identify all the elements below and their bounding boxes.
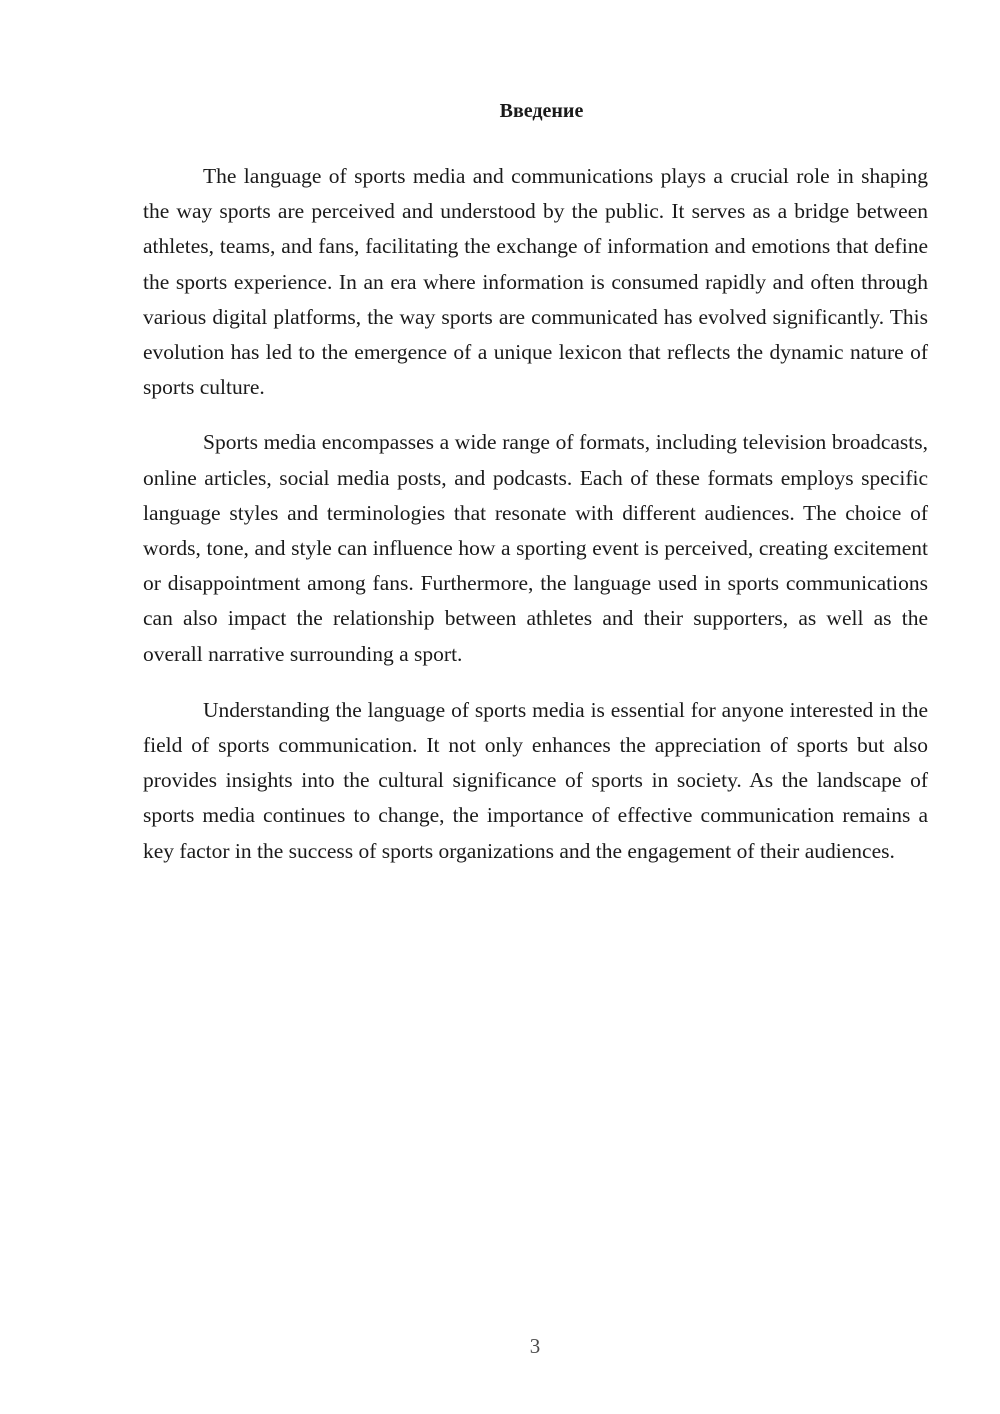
section-heading: Введение — [499, 100, 584, 122]
page-body — [143, 96, 928, 869]
page-number: 3 — [529, 1334, 541, 1358]
paragraph-2: Sports media encompasses a wide range of formats, including television broadcasts, online articles, social media posts, and podcasts. Each of these formats employs specific language styles and terminologies that resonate with different audiences. The choice of words, tone, and style can influence how a sporting event is perceived, creating excitement or disappointment among fans. Furthermore, the language used in sports communications can also impact the relationship between athletes and their supporters, as well as the overall narrative surrounding a sport. — [143, 430, 928, 666]
paragraph-3: Understanding the language of sports media is essential for anyone interested in the field of sports communication. It not only enhances the appreciation of sports but also provides insights into the cultural significance of sports in society. As the landscape of sports media continues to change, the importance of effective communication remains a key factor in the success of sports organizations and the engagement of their audiences. — [143, 697, 928, 863]
paragraph-1: The language of sports media and communications plays a crucial role in shaping the way sports are perceived and understood by the public. It serves as a bridge between athletes, teams, and fans, facilitating the exchange of information and emotions that define the sports experience. In an era where information is consumed rapidly and often through various digital platforms, the way sports are communicated has evolved significantly. This evolution has led to the emergence of a unique lexicon that reflects the dynamic nature of sports culture. — [143, 164, 928, 400]
